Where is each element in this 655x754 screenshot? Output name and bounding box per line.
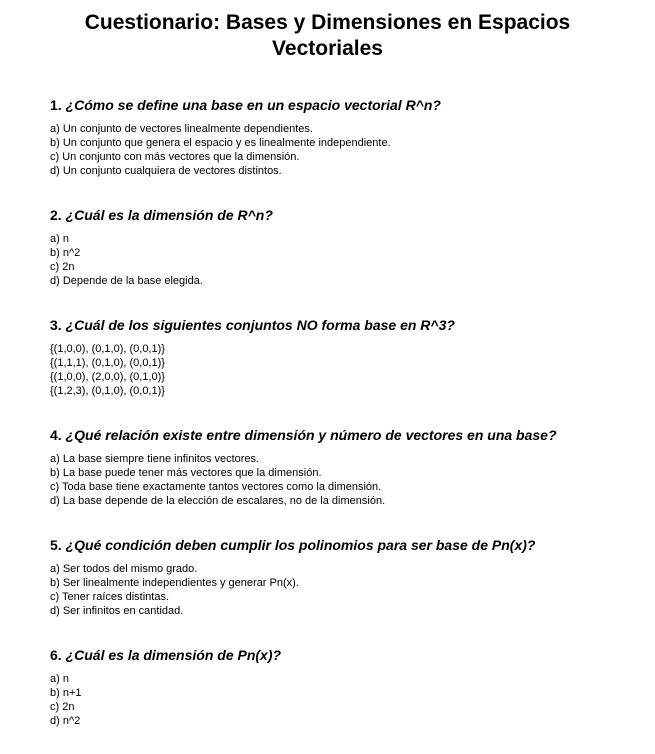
option-b: b) n+1 xyxy=(50,687,82,699)
question-2 xyxy=(50,207,640,288)
question-text: ¿Cuál de los siguientes conjuntos NO forma base en R^3? xyxy=(65,317,455,333)
option-c: c) 2n xyxy=(50,261,75,273)
question-5 xyxy=(50,537,640,618)
question-number: 6. xyxy=(50,647,62,663)
option-b: b) n^2 xyxy=(50,247,81,259)
option-b: b) Un conjunto que genera el espacio y es linealmente independiente. xyxy=(50,137,391,149)
question-4 xyxy=(50,427,640,508)
question-3 xyxy=(50,317,640,398)
option-d: d) La base depende de la elección de escalares, no de la dimensión. xyxy=(50,495,386,507)
question-6 xyxy=(50,647,640,728)
option-d: d) Ser infinitos en cantidad. xyxy=(50,605,184,617)
question-number: 2. xyxy=(50,207,62,223)
question-text: ¿Cómo se define una base en un espacio vectorial R^n? xyxy=(65,97,441,113)
question-number: 3. xyxy=(50,317,62,333)
option-c: c) Tener raíces distintas. xyxy=(50,591,170,603)
option-a: a) n xyxy=(50,673,69,685)
title-line-2: Vectoriales xyxy=(272,37,383,60)
question-6-heading xyxy=(50,647,640,664)
question-5-heading xyxy=(50,537,640,554)
question-number: 4. xyxy=(50,427,62,443)
option-b: b) La base puede tener más vectores que la dimensión. xyxy=(50,467,322,479)
question-text: ¿Cuál es la dimensión de R^n? xyxy=(65,207,273,223)
option-a: a) Un conjunto de vectores linealmente dependientes. xyxy=(50,123,313,135)
option-b: b) Ser linealmente independientes y generar Pn(x). xyxy=(50,577,299,589)
question-number: 1. xyxy=(50,97,62,113)
question-text: ¿Qué relación existe entre dimensión y número de vectores en una base? xyxy=(65,427,557,443)
question-4-heading xyxy=(50,427,640,444)
question-1 xyxy=(50,97,640,178)
question-3-heading xyxy=(50,317,640,334)
option-c: c) Toda base tiene exactamente tantos vectores como la dimensión. xyxy=(50,481,382,493)
option-a: a) Ser todos del mismo grado. xyxy=(50,563,198,575)
option-c: c) 2n xyxy=(50,701,75,713)
option-a: a) n xyxy=(50,233,69,245)
question-1-heading xyxy=(50,97,640,114)
option-a: a) La base siempre tiene infinitos vectores. xyxy=(50,453,260,465)
option-d: d) Depende de la base elegida. xyxy=(50,275,203,287)
title-line-1: Cuestionario: Bases y Dimensiones en Espacios xyxy=(84,11,571,34)
option-set-4: {(1,2,3), (0,1,0), (0,0,1)} xyxy=(50,385,165,397)
question-text: ¿Qué condición deben cumplir los polinomios para ser base de Pn(x)? xyxy=(65,537,536,553)
document-title xyxy=(0,10,655,62)
question-2-heading xyxy=(50,207,640,224)
question-text: ¿Cuál es la dimensión de Pn(x)? xyxy=(65,647,282,663)
question-number: 5. xyxy=(50,537,62,553)
option-set-3: {(1,0,0), (2,0,0), (0,1,0)} xyxy=(50,371,165,383)
option-set-2: {(1,1,1), (0,1,0), (0,0,1)} xyxy=(50,357,165,369)
option-d: d) n^2 xyxy=(50,715,81,727)
option-c: c) Un conjunto con más vectores que la dimensión. xyxy=(50,151,300,163)
option-d: d) Un conjunto cualquiera de vectores distintos. xyxy=(50,165,282,177)
option-set-1: {(1,0,0), (0,1,0), (0,0,1)} xyxy=(50,343,165,355)
